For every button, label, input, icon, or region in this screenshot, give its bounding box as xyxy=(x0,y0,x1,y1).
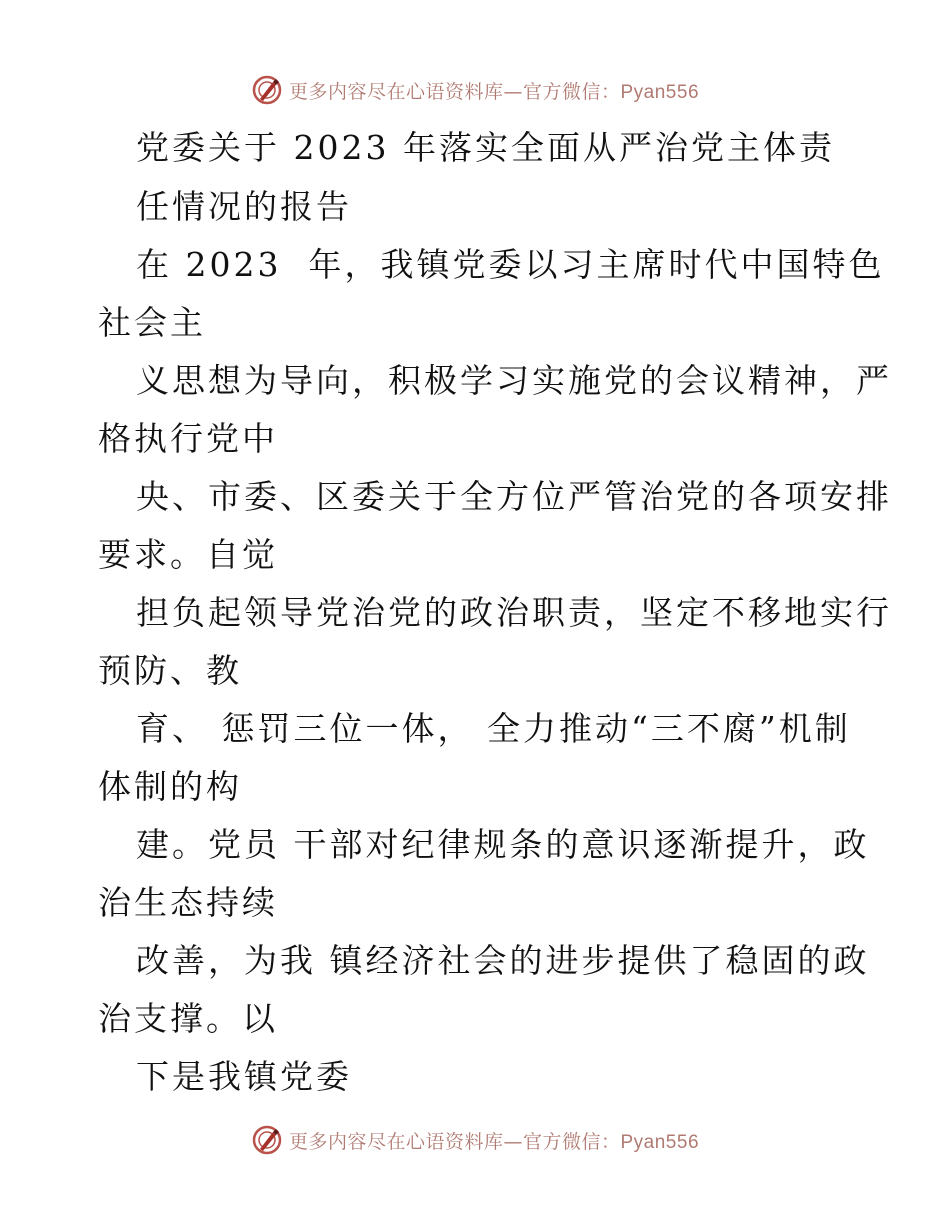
paragraph-line: 格执行党中 xyxy=(98,419,278,458)
paragraph-line: 在 2023 年，我镇党委以习主席时代中国特色 xyxy=(136,245,885,284)
paragraph-line: 社会主 xyxy=(98,303,206,342)
paragraph-line: 改善，为我 镇经济社会的进步提供了稳固的政 xyxy=(136,941,870,980)
document-title-line-2: 任情况的报告 xyxy=(136,187,352,226)
watermark-text: 更多内容尽在心语资料库—官方微信：Pyan556 xyxy=(288,80,700,103)
paragraph-line: 体制的构 xyxy=(98,767,242,806)
document-title-line-1: 党委关于 2023 年落实全面从严治党主体责 xyxy=(136,128,835,167)
paragraph-line: 要求。自觉 xyxy=(98,535,278,574)
paragraph-line: 育、 惩罚三位一体， 全力推动“三不腐”机制 xyxy=(136,709,851,748)
paragraph-line: 义思想为导向，积极学习实施党的会议精神，严 xyxy=(136,361,892,400)
watermark-banner-bottom xyxy=(0,1120,950,1160)
paragraph-line: 央、市委、区委关于全方位严管治党的各项安排 xyxy=(136,477,892,516)
paragraph-line: 下是我镇党委 xyxy=(136,1057,352,1096)
paragraph-line: 预防、教 xyxy=(98,651,242,690)
paragraph-line: 治生态持续 xyxy=(98,883,278,922)
watermark-banner-top xyxy=(0,70,950,110)
watermark-handle: Pyan556 xyxy=(620,1131,700,1153)
pen-seal-icon xyxy=(251,1124,283,1156)
watermark-handle: Pyan556 xyxy=(620,81,700,103)
paragraph-line: 建。党员 干部对纪律规条的意识逐渐提升，政 xyxy=(136,825,870,864)
pen-seal-icon xyxy=(251,74,283,106)
watermark-text: 更多内容尽在心语资料库—官方微信：Pyan556 xyxy=(288,1130,700,1153)
paragraph-line: 担负起领导党治党的政治职责，坚定不移地实行 xyxy=(136,593,892,632)
paragraph-line: 治支撑。以 xyxy=(98,999,278,1038)
